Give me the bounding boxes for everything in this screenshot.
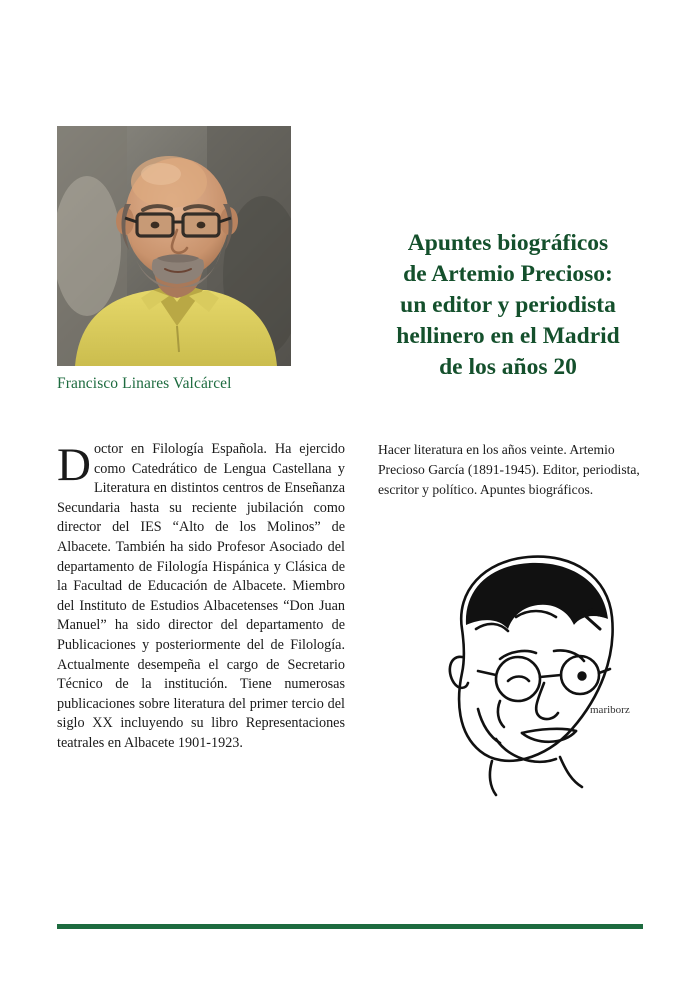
biography-dropcap: D [57, 439, 91, 491]
article-abstract: Hacer literatura en los años veinte. Artemio Precioso García (1891-1945). Editor, periodista, escritor y político. Apuntes biográficos. [378, 442, 640, 497]
title-line-4: hellinero en el Madrid [396, 323, 620, 349]
footer-divider [57, 924, 643, 929]
author-biography [57, 440, 345, 754]
biography-text: octor en Filología Española. Ha ejercido como Catedrático de Lengua Castellana y Literatura en distintos centros de Enseñanza Secundaria hasta su reciente jubilación como director del IES “Alto de los Molinos” de Albacete. También ha sido Profesor Asociado del departamento de Filología Hispánica y Clásica de la Facultad de Educación de Albacete. Miembro del Instituto de Estudios Albacetenses “Don Juan Manuel” ha sido director del departamento de Publicaciones y posteriormente del de Filología. Actualmente desempeña el cargo de Secretario Técnico de la institución. Tiene numerosas publicaciones sobre literatura del primer tercio del siglo XX incluyendo su libro Representaciones teatrales en Albacete 1901-1923. [57, 441, 345, 751]
author-name: Francisco Linares Valcárcel [57, 375, 232, 392]
caricature-drawing [404, 533, 652, 801]
title-line-5: de los años 20 [439, 354, 577, 380]
caricature-illustration [404, 533, 652, 801]
article-title [356, 228, 660, 383]
title-line-3: un editor y periodista [400, 292, 616, 318]
author-photo-image [57, 126, 291, 366]
caricature-signature: mariborz [590, 704, 630, 716]
author-photo [57, 126, 291, 366]
title-line-1: Apuntes biográficos [407, 230, 609, 256]
title-line-2: de Artemio Precioso: [403, 261, 613, 287]
